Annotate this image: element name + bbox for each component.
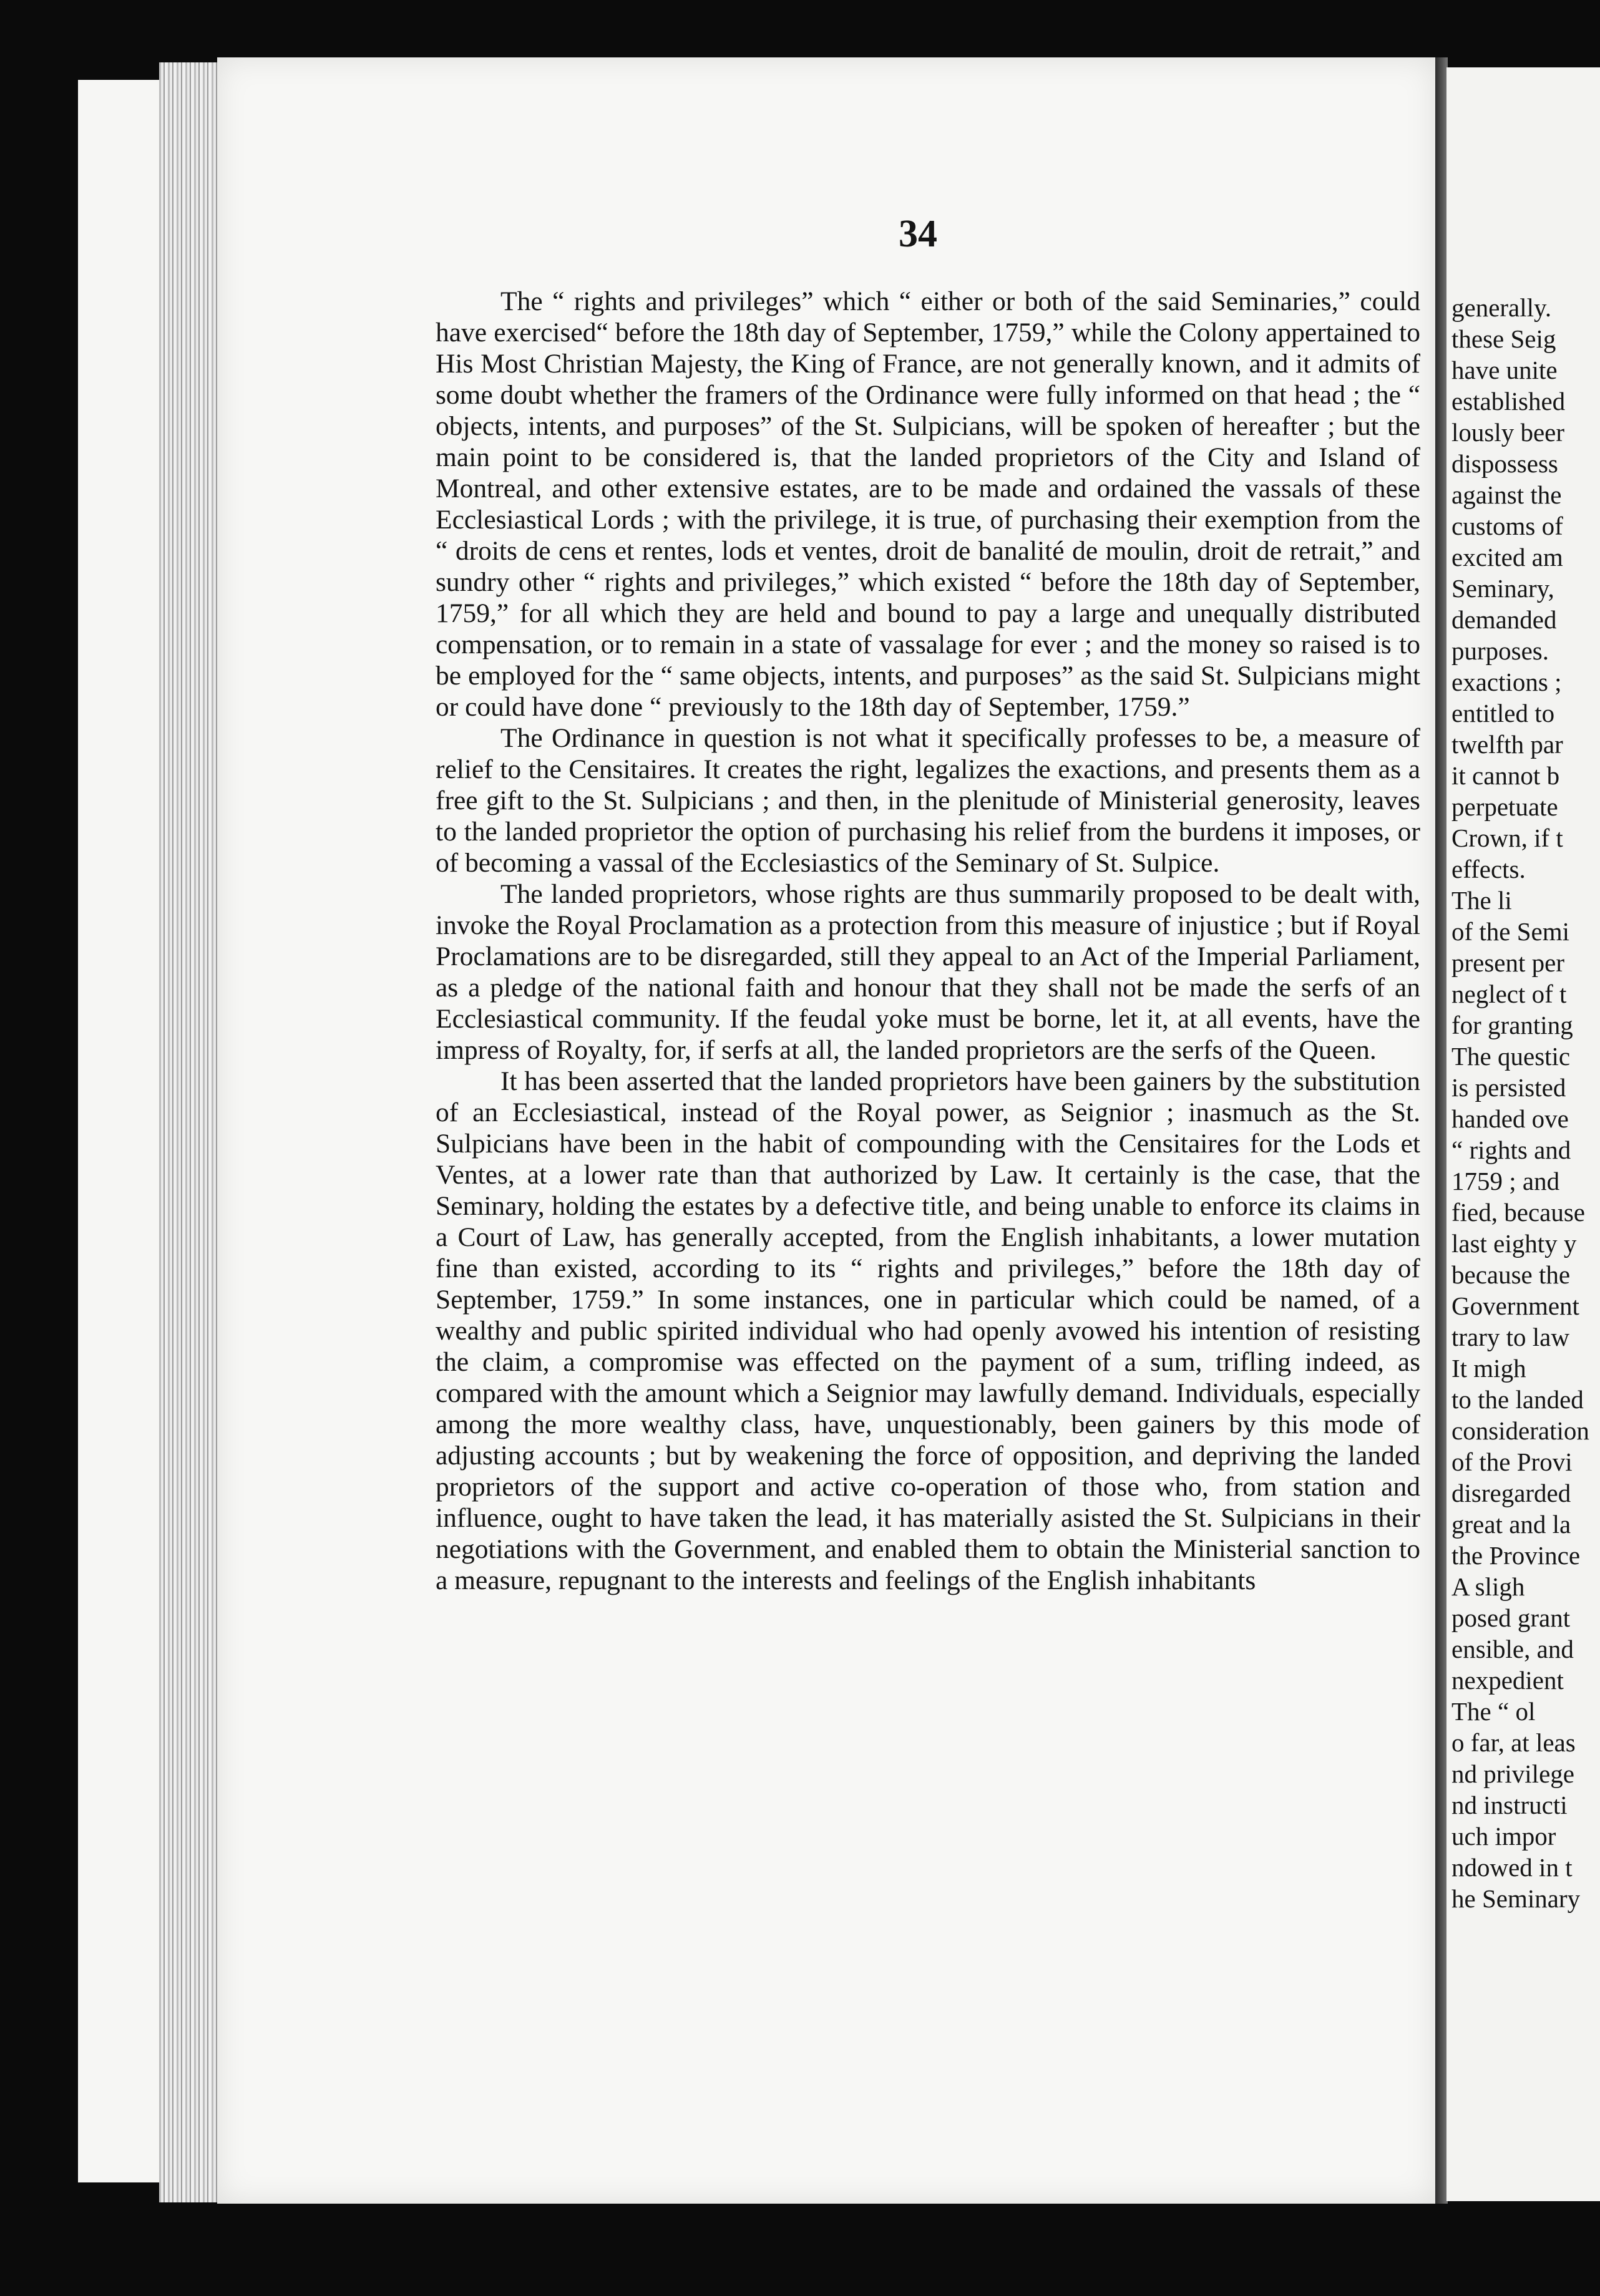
adjacent-page-line: consideration (1451, 1416, 1589, 1445)
adjacent-page-line: The questic (1451, 1042, 1571, 1071)
adjacent-page-line: dispossess (1451, 449, 1558, 478)
page-body-text (436, 286, 1420, 1596)
adjacent-page-line: uch impor (1451, 1822, 1556, 1851)
adjacent-page-line: nd instructi (1451, 1791, 1568, 1819)
adjacent-page-line: lously beer (1451, 418, 1565, 447)
adjacent-page-line: these Seig (1451, 324, 1556, 353)
adjacent-page-line: ensible, and (1451, 1635, 1574, 1663)
adjacent-page-line: o far, at leas (1451, 1728, 1576, 1757)
adjacent-page-line: nd privilege (1451, 1759, 1574, 1788)
adjacent-page-line: It migh (1451, 1354, 1526, 1383)
paragraph-1: The “ rights and privileges” which “ either or both of the said Seminaries,” could have exercised“ before the 18th day of September, 1759,” while the Colony appertained to His Most Christian Majesty, the King of France, are not generally known, and it admits of some doubt whether the framers of the Ordinance were fully informed on that head ; the “ objects, intents, and purposes” of the St. Sulpicians, will be spoken of hereafter ; but the main point to be considered is, that the landed proprietors of the City and Island of Montreal, and other extensive estates, are to be made and ordained the vassals of these Ecclesiastical Lords ; with the privilege, it is true, of purchasing their exemption from the “ droits de cens et rentes, lods et ventes, droit de banalité de moulin, droit de retrait,” and sundry other “ rights and privileges,” which existed “ before the 18th day of September, 1759,” for all which they are held and bound to pay a large and unequally distributed compensation, or to remain in a state of vassalage for ever ; and the money so raised is to be employed for the “ same objects, intents, and purposes” as the said St. Sulpicians might or could have done “ previously to the 18th day of September, 1759.” (436, 286, 1420, 722)
adjacent-page-line: against the (1451, 480, 1562, 509)
adjacent-page-line: trary to law (1451, 1323, 1569, 1351)
adjacent-page-line: 1759 ; and (1451, 1167, 1560, 1195)
adjacent-page-line: fied, because (1451, 1198, 1585, 1227)
adjacent-page-line: customs of (1451, 512, 1563, 540)
adjacent-page-line: posed grant (1451, 1603, 1571, 1632)
adjacent-page-line: disregarded (1451, 1479, 1571, 1507)
adjacent-page-line: purposes. (1451, 636, 1549, 665)
adjacent-page-text (1451, 292, 1589, 1914)
adjacent-page-line: nexpedient (1451, 1666, 1564, 1695)
adjacent-page-line: present per (1451, 948, 1564, 977)
adjacent-page-line: have unite (1451, 356, 1558, 384)
adjacent-page-line: of the Provi (1451, 1447, 1573, 1476)
adjacent-page-line: of the Semi (1451, 917, 1570, 946)
adjacent-page-line: ndowed in t (1451, 1853, 1573, 1882)
paragraph-4: It has been asserted that the landed proprietors have been gainers by the substitution of an Ecclesiastical, instead of the Royal power, as Seignior ; inasmuch as the St. Sulpicians have been in the habit of compounding with the Censitaires for the Lods et Ventes, at a lower rate than that authorized by Law. It certainly is the case, that the Seminary, holding the estates by a defective title, and being unable to enforce its claims in a Court of Law, has generally accepted, from the English inhabitants, a lower mutation fine than existed, according to its “ rights and privileges,” before the 18th day of September, 1759.” In some instances, one in particular which could be named, of a wealthy and public spirited individual who had openly avowed his intention of resisting the claim, a compromise was effected on the payment of a sum, trifling indeed, as compared with the amount which a Seignior may lawfully demand. Individuals, especially among the more wealthy class, have, unquestionably, been gainers by this mode of adjusting accounts ; but by weakening the force of opposition, and depriving the landed proprietors of the support and active co-operation of those who, from station and influence, ought to have taken the lead, it has materially asisted the St. Sulpicians in their negotiations with the Government, and enabled them to obtain the Ministerial sanction to a measure, repugnant to the interests and feelings of the English inhabitants (436, 1066, 1420, 1595)
adjacent-page-line: The “ ol (1451, 1697, 1536, 1726)
adjacent-page-line: exactions ; (1451, 668, 1562, 696)
adjacent-page-line: perpetuate (1451, 792, 1558, 821)
adjacent-page-line: “ rights and (1451, 1136, 1571, 1164)
adjacent-page-line: it cannot b (1451, 761, 1560, 790)
book-gutter (1435, 57, 1448, 2204)
adjacent-page-line: twelfth par (1451, 730, 1563, 759)
adjacent-page-line: great and la (1451, 1510, 1571, 1539)
page-number: 34 (899, 213, 937, 255)
adjacent-page-line: generally. (1451, 293, 1552, 322)
adjacent-page-line: Government (1451, 1292, 1579, 1320)
adjacent-page-line: to the landed (1451, 1385, 1584, 1414)
adjacent-page-line: established (1451, 387, 1566, 416)
adjacent-page-line: Seminary, (1451, 574, 1554, 603)
adjacent-page-line: for granting (1451, 1011, 1573, 1039)
adjacent-page-line: he Seminary (1451, 1884, 1581, 1913)
adjacent-page-line: demanded (1451, 605, 1557, 634)
paragraph-3: The landed proprietors, whose rights are thus summarily proposed to be dealt with, invoke the Royal Proclamation as a protection from this measure of injustice ; but if Royal Proclamations are to be disregarded, still they appeal to an Act of the Imperial Parliament, as a pledge of the national faith and honour that they shall not be made the serfs of an Ecclesiastical community. If the feudal yoke must be borne, let it, at all events, have the impress of Royalty, for, if serfs at all, the landed proprietors are the serfs of the Queen. (436, 879, 1420, 1065)
adjacent-page-line: effects. (1451, 855, 1526, 883)
adjacent-page-line: entitled to (1451, 699, 1555, 727)
adjacent-page-line: excited am (1451, 543, 1563, 572)
adjacent-page-line: Crown, if t (1451, 824, 1563, 852)
adjacent-page-line: A sligh (1451, 1572, 1525, 1601)
adjacent-page-line: handed ove (1451, 1104, 1569, 1133)
adjacent-page-line: The li (1451, 886, 1512, 915)
adjacent-page-line: last eighty y (1451, 1229, 1577, 1258)
adjacent-page-line: is persisted (1451, 1073, 1566, 1102)
adjacent-page-line: because the (1451, 1260, 1571, 1289)
adjacent-page-line: the Province (1451, 1541, 1581, 1570)
paragraph-2: The Ordinance in question is not what it specifically professes to be, a measure of relief to the Censitaires. It creates the right, legalizes the exactions, and presents them as a free gift to the St. Sulpicians ; and then, in the plenitude of Ministerial generosity, leaves to the landed proprietor the option of purchasing his relief from the burdens it imposes, or of becoming a vassal of the Ecclesiastics of the Seminary of St. Sulpice. (436, 723, 1420, 878)
adjacent-page-line: neglect of t (1451, 980, 1567, 1008)
